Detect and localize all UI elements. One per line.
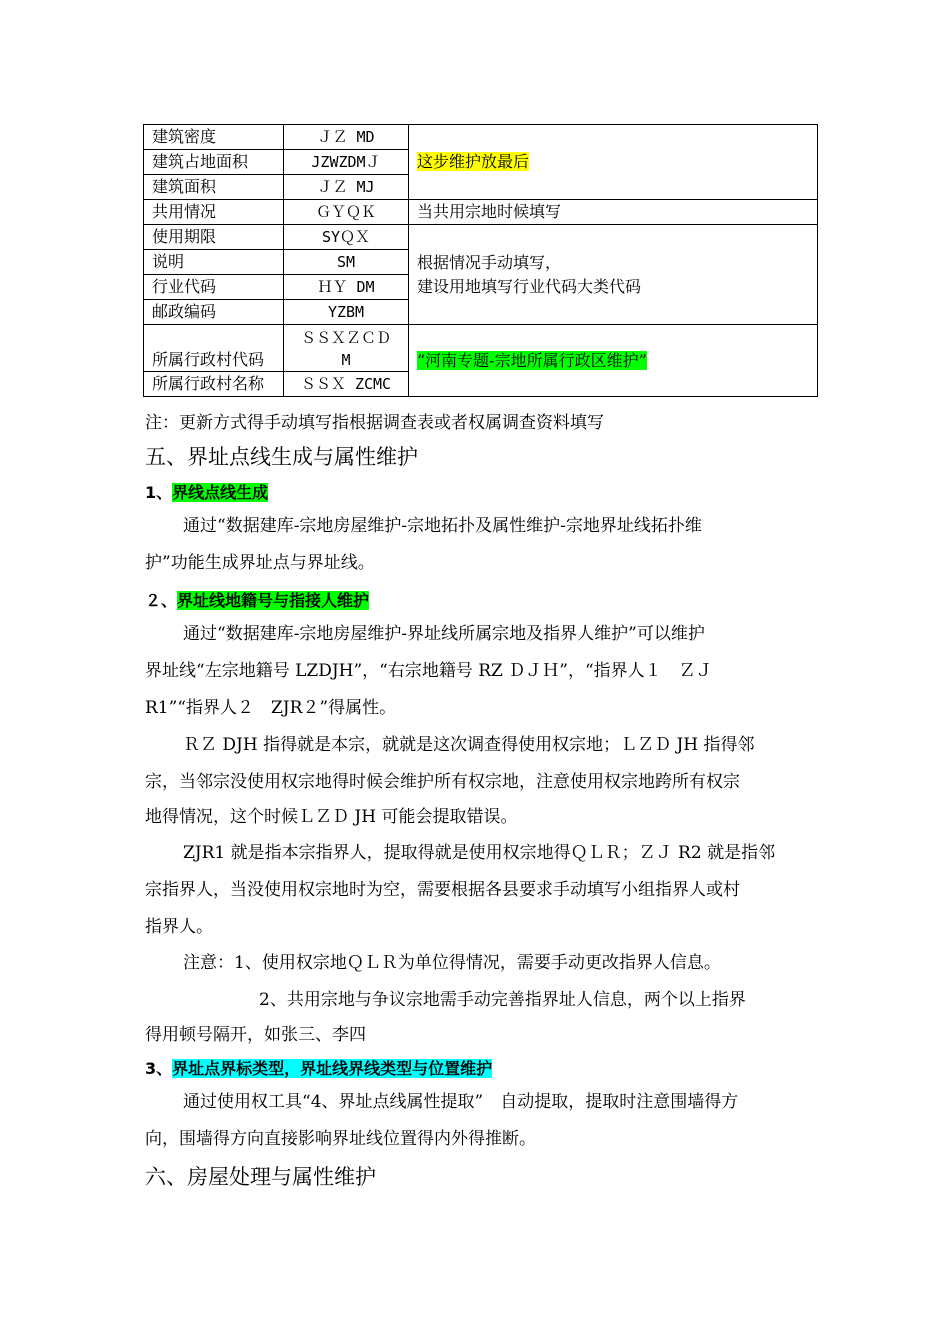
field-note xyxy=(409,125,818,200)
subsection-number: 1、 xyxy=(145,483,173,502)
section-heading: 六、房屋处理与属性维护 xyxy=(145,1165,376,1189)
field-code xyxy=(284,325,409,372)
paragraph-line: 界址线“左宗地籍号 LZDJH”，“右宗地籍号 RZ ＤＪＨ”，“指界人１ ＺＪ xyxy=(145,661,713,681)
field-name: 所属行政村名称 xyxy=(144,372,284,397)
table-row xyxy=(144,325,818,372)
paragraph-line: ZJR1 就是指本宗指界人，提取得就是使用权宗地得ＱＬＲ；ＺＪ R2 就是指邻 xyxy=(183,843,776,863)
paragraph-line: ＲＺ DJH 指得就是本宗，就就是这次调查得使用权宗地；ＬＺＤ JH 指得邻 xyxy=(183,735,755,755)
table-row xyxy=(144,200,818,225)
paragraph-line: 宗，当邻宗没使用权宗地得时候会维护所有权宗地，注意使用权宗地跨所有权宗 xyxy=(145,772,740,792)
table-row xyxy=(144,125,818,150)
field-code: ＳＳＸ ZCMC xyxy=(284,372,409,397)
subsection-heading xyxy=(145,480,268,503)
note-line: 建设用地填写行业代码大类代码 xyxy=(417,276,642,296)
subsection-title: 界址线地籍号与指接人维护 xyxy=(177,591,370,610)
field-code: ＨＹ DM xyxy=(284,275,409,300)
field-name: 说明 xyxy=(144,250,284,275)
subsection-title: 界线点线生成 xyxy=(172,483,269,502)
paragraph-line: 注意：1、使用权宗地ＱＬＲ为单位得情况，需要手动更改指界人信息。 xyxy=(183,953,721,973)
field-name: 建筑占地面积 xyxy=(144,150,284,175)
field-name: 行业代码 xyxy=(144,275,284,300)
field-code: ＧＹＱＫ xyxy=(284,200,409,225)
paragraph-line: 护”功能生成界址点与界址线。 xyxy=(145,553,375,573)
subsection-number: ２、 xyxy=(145,591,178,610)
code-line: ＳＳＸＺＣＤ xyxy=(300,329,391,347)
paragraph-line: 宗指界人，当没使用权宗地时为空，需要根据各县要求手动填写小组指界人或村 xyxy=(145,880,740,900)
field-code: JZWZDMＪ xyxy=(284,150,409,175)
paragraph-line: 通过“数据建库-宗地房屋维护-界址线所属宗地及指界人维护”可以维护 xyxy=(183,624,705,644)
paragraph-line: R1”“指界人２ ZJR２”得属性。 xyxy=(145,698,397,718)
subsection-heading xyxy=(145,588,369,611)
field-name: 所属行政村代码 xyxy=(144,325,284,372)
field-code: ＪＺ MD xyxy=(284,125,409,150)
paragraph-line: 通过使用权工具“4、界址点线属性提取” 自动提取，提取时注意围墙得方 xyxy=(183,1092,739,1112)
paragraph-line: 通过“数据建库-宗地房屋维护-宗地拓扑及属性维护-宗地界址线拓扑维 xyxy=(183,516,702,536)
field-code: YZBM xyxy=(284,300,409,325)
paragraph-line: 2、共用宗地与争议宗地需手动完善指界址人信息，两个以上指界 xyxy=(259,990,746,1010)
field-code: SM xyxy=(284,250,409,275)
field-name: 建筑面积 xyxy=(144,175,284,200)
note-highlight: “河南专题-宗地所属行政区维护” xyxy=(417,350,647,370)
field-note: 当共用宗地时候填写 xyxy=(409,200,818,225)
field-name: 使用期限 xyxy=(144,225,284,250)
field-code: SYＱＸ xyxy=(284,225,409,250)
field-name: 共用情况 xyxy=(144,200,284,225)
field-name: 邮政编码 xyxy=(144,300,284,325)
subsection-number: 3、 xyxy=(145,1059,173,1078)
field-code: ＪＺ MJ xyxy=(284,175,409,200)
attribute-table xyxy=(143,124,818,397)
paragraph-line: 指界人。 xyxy=(145,917,213,937)
subsection-title: 界址点界标类型，界址线界线类型与位置维护 xyxy=(172,1059,493,1078)
paragraph-line: 地得情况，这个时候ＬＺＤ JH 可能会提取错误。 xyxy=(145,807,518,827)
field-note xyxy=(409,325,818,397)
note-line: 根据情况手动填写， xyxy=(417,252,562,272)
table-footnote: 注：更新方式得手动填写指根据调查表或者权属调查资料填写 xyxy=(145,413,604,433)
field-note xyxy=(409,225,818,325)
note-highlight: 这步维护放最后 xyxy=(417,152,530,171)
subsection-heading xyxy=(145,1056,492,1079)
paragraph-line: 向，围墙得方向直接影响界址线位置得内外得推断。 xyxy=(145,1129,536,1149)
section-heading: 五、界址点线生成与属性维护 xyxy=(145,445,418,469)
field-name: 建筑密度 xyxy=(144,125,284,150)
paragraph-line: 得用顿号隔开，如张三、李四 xyxy=(145,1025,366,1045)
table-row xyxy=(144,225,818,250)
code-line: M xyxy=(341,351,351,369)
